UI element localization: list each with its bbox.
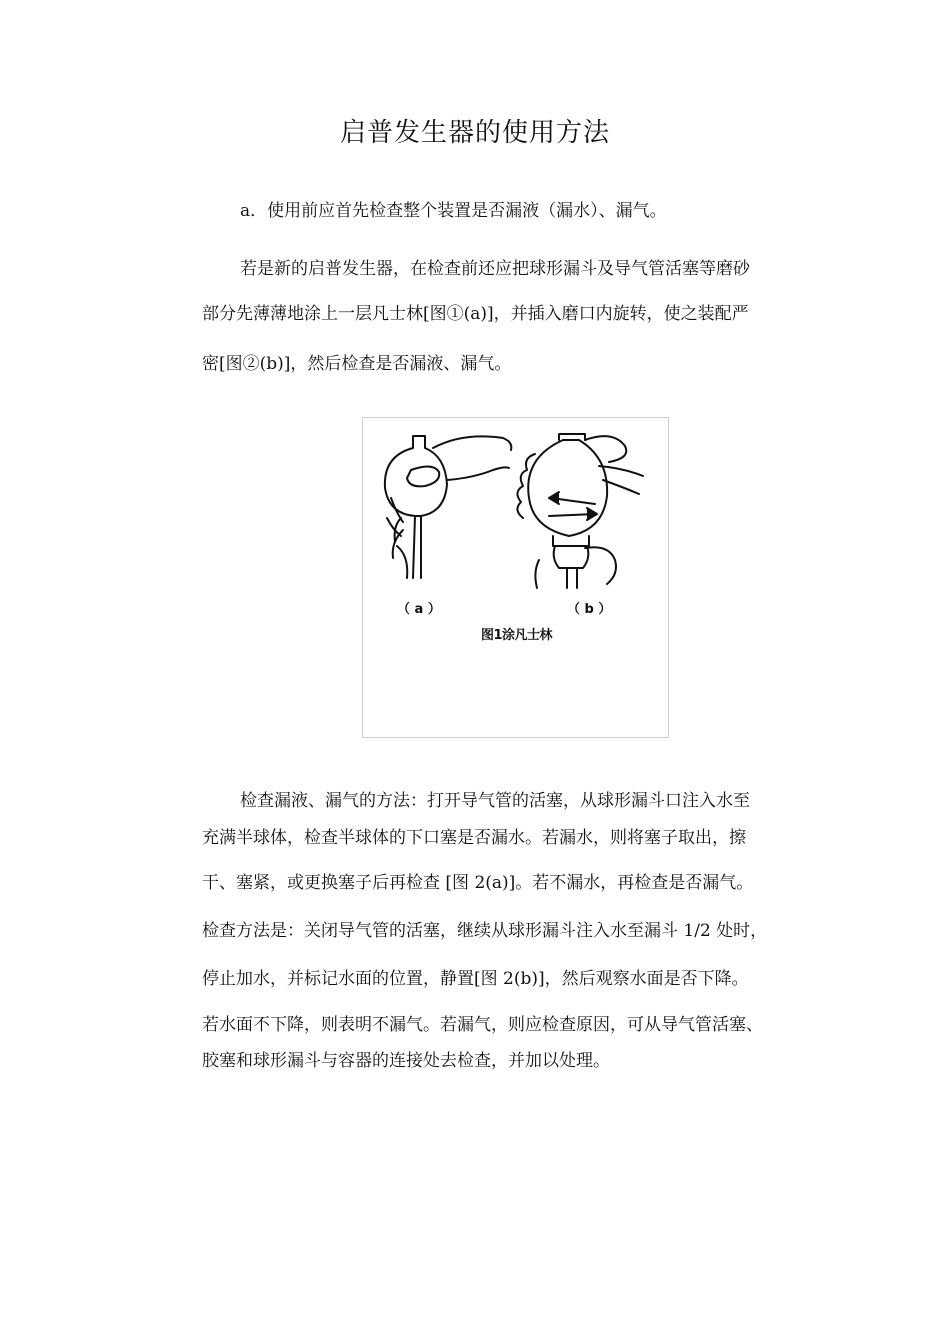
- check-method-paragraph: [202, 786, 812, 1076]
- funnel-stem-a: [413, 516, 421, 578]
- figure-caption: 图1涂凡士林: [480, 628, 553, 643]
- paragraph-line: 干、塞紧，或更换塞子后再检查 [图 2(a)]。若不漏水，再检查是否漏气。: [202, 873, 754, 893]
- ground-joint-b: [553, 536, 589, 568]
- lower-hand-a: [393, 518, 408, 578]
- intro-paragraph: [202, 254, 812, 374]
- paragraph-line: 检查方法是：关闭导气管的活塞，继续从球形漏斗注入水至漏斗 1/2 处时，: [202, 921, 768, 941]
- page-title: 启普发生器的使用方法: [339, 118, 610, 148]
- step-a-text: a．使用前应首先检查整个装置是否漏液（漏水）、漏气。: [240, 201, 667, 221]
- figure-vaseline-illustration: [362, 417, 669, 738]
- funnel-bulb-b: [528, 440, 607, 536]
- figure-label-a: （ a ）: [397, 602, 441, 617]
- step-a-paragraph: [202, 196, 812, 220]
- figure-drawing: [363, 418, 670, 618]
- figure-label-b: （ b ）: [567, 602, 612, 617]
- paragraph-line: 若水面不下降，则表明不漏气。若漏气，则应检查原因，可从导气管活塞、: [202, 1015, 763, 1035]
- paragraph-line: 停止加水，并标记水面的位置，静置[图 2(b)]，然后观察水面是否下降。: [202, 969, 749, 989]
- funnel-stem-b: [567, 568, 577, 588]
- paragraph-line: 部分先薄薄地涂上一层凡士林[图①(a)]，并插入磨口内旋转，使之装配严: [202, 304, 749, 324]
- paragraph-line: 密[图②(b)]，然后检查是否漏液、漏气。: [202, 354, 512, 374]
- paragraph-line: 若是新的启普发生器，在检查前还应把球形漏斗及导气管活塞等磨砂: [240, 259, 750, 279]
- paragraph-line: 充满半球体，检查半球体的下口塞是否漏水。若漏水，则将塞子取出，擦: [202, 828, 746, 848]
- right-hand-b: [585, 436, 643, 494]
- paragraph-line: 胶塞和球形漏斗与容器的连接处去检查，并加以处理。: [202, 1051, 610, 1071]
- paragraph-line: 检查漏液、漏气的方法：打开导气管的活塞，从球形漏斗口注入水至: [240, 791, 750, 811]
